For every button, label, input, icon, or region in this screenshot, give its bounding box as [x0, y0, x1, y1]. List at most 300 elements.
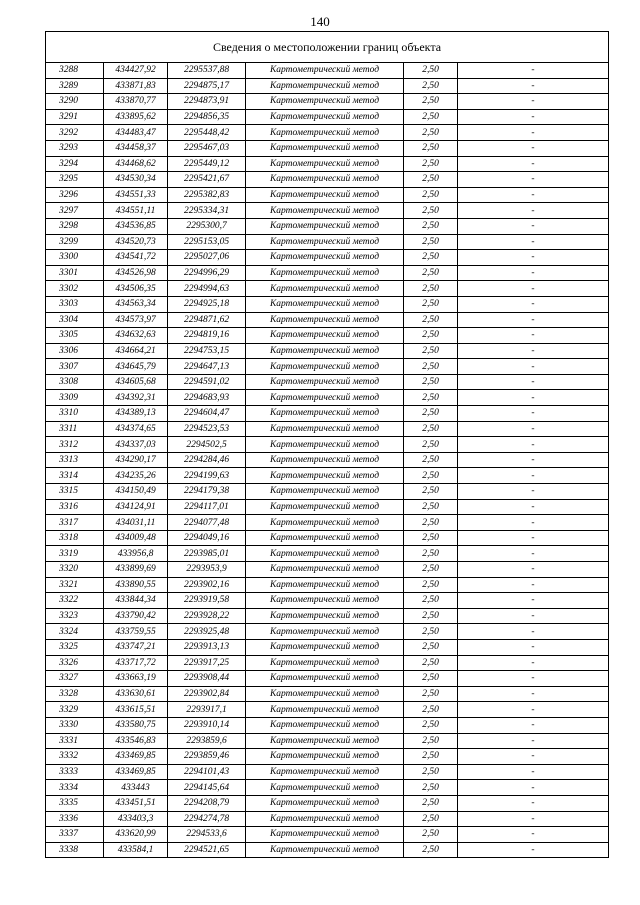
- table-row: [46, 328, 609, 344]
- x-coordinate-cell: 434392,31: [104, 390, 168, 406]
- accuracy-cell: 2,50: [404, 780, 458, 796]
- point-number-cell: 3332: [46, 749, 104, 765]
- description-cell: -: [458, 421, 609, 437]
- y-coordinate-cell: 2294996,29: [168, 265, 246, 281]
- description-cell: -: [458, 374, 609, 390]
- table-row: [46, 452, 609, 468]
- method-cell: Картометрический метод: [246, 203, 404, 219]
- point-number-cell: 3324: [46, 624, 104, 640]
- point-number-cell: 3301: [46, 265, 104, 281]
- method-cell: Картометрический метод: [246, 140, 404, 156]
- x-coordinate-cell: 434573,97: [104, 312, 168, 328]
- description-cell: -: [458, 406, 609, 422]
- y-coordinate-cell: 2294502,5: [168, 437, 246, 453]
- accuracy-cell: 2,50: [404, 78, 458, 94]
- accuracy-cell: 2,50: [404, 172, 458, 188]
- method-cell: Картометрический метод: [246, 359, 404, 375]
- description-cell: -: [458, 562, 609, 578]
- accuracy-cell: 2,50: [404, 359, 458, 375]
- x-coordinate-cell: 433871,83: [104, 78, 168, 94]
- y-coordinate-cell: 2294871,62: [168, 312, 246, 328]
- table-row: [46, 359, 609, 375]
- table-row: [46, 733, 609, 749]
- x-coordinate-cell: 434551,33: [104, 187, 168, 203]
- accuracy-cell: 2,50: [404, 686, 458, 702]
- x-coordinate-cell: 434150,49: [104, 484, 168, 500]
- method-cell: Картометрический метод: [246, 717, 404, 733]
- method-cell: Картометрический метод: [246, 452, 404, 468]
- method-cell: Картометрический метод: [246, 702, 404, 718]
- method-cell: Картометрический метод: [246, 94, 404, 110]
- point-number-cell: 3309: [46, 390, 104, 406]
- description-cell: -: [458, 343, 609, 359]
- page-number: 140: [310, 14, 330, 29]
- table-row: [46, 639, 609, 655]
- y-coordinate-cell: 2294199,63: [168, 468, 246, 484]
- description-cell: -: [458, 156, 609, 172]
- table-row: [46, 156, 609, 172]
- y-coordinate-cell: 2295334,31: [168, 203, 246, 219]
- method-cell: Картометрический метод: [246, 218, 404, 234]
- x-coordinate-cell: 433443: [104, 780, 168, 796]
- point-number-cell: 3333: [46, 764, 104, 780]
- point-number-cell: 3338: [46, 842, 104, 858]
- y-coordinate-cell: 2293859,6: [168, 733, 246, 749]
- table-row: [46, 437, 609, 453]
- point-number-cell: 3306: [46, 343, 104, 359]
- y-coordinate-cell: 2294604,47: [168, 406, 246, 422]
- accuracy-cell: 2,50: [404, 63, 458, 79]
- y-coordinate-cell: 2293925,48: [168, 624, 246, 640]
- accuracy-cell: 2,50: [404, 795, 458, 811]
- x-coordinate-cell: 433895,62: [104, 109, 168, 125]
- method-cell: Картометрический метод: [246, 593, 404, 609]
- table-row: [46, 172, 609, 188]
- point-number-cell: 3295: [46, 172, 104, 188]
- x-coordinate-cell: 433451,51: [104, 795, 168, 811]
- point-number-cell: 3288: [46, 63, 104, 79]
- method-cell: Картометрический метод: [246, 795, 404, 811]
- point-number-cell: 3292: [46, 125, 104, 141]
- method-cell: Картометрический метод: [246, 125, 404, 141]
- x-coordinate-cell: 433469,85: [104, 764, 168, 780]
- accuracy-cell: 2,50: [404, 562, 458, 578]
- table-header-row: [46, 32, 609, 63]
- method-cell: Картометрический метод: [246, 234, 404, 250]
- y-coordinate-cell: 2294753,15: [168, 343, 246, 359]
- accuracy-cell: 2,50: [404, 842, 458, 858]
- y-coordinate-cell: 2294647,13: [168, 359, 246, 375]
- method-cell: Картометрический метод: [246, 655, 404, 671]
- description-cell: -: [458, 187, 609, 203]
- point-number-cell: 3300: [46, 250, 104, 266]
- accuracy-cell: 2,50: [404, 125, 458, 141]
- y-coordinate-cell: 2294873,91: [168, 94, 246, 110]
- method-cell: Картометрический метод: [246, 78, 404, 94]
- method-cell: Картометрический метод: [246, 312, 404, 328]
- method-cell: Картометрический метод: [246, 671, 404, 687]
- description-cell: -: [458, 172, 609, 188]
- description-cell: -: [458, 655, 609, 671]
- y-coordinate-cell: 2293910,14: [168, 717, 246, 733]
- x-coordinate-cell: 434468,62: [104, 156, 168, 172]
- accuracy-cell: 2,50: [404, 421, 458, 437]
- x-coordinate-cell: 433584,1: [104, 842, 168, 858]
- description-cell: -: [458, 437, 609, 453]
- accuracy-cell: 2,50: [404, 827, 458, 843]
- x-coordinate-cell: 434458,37: [104, 140, 168, 156]
- description-cell: -: [458, 686, 609, 702]
- table-row: [46, 780, 609, 796]
- accuracy-cell: 2,50: [404, 234, 458, 250]
- point-number-cell: 3290: [46, 94, 104, 110]
- method-cell: Картометрический метод: [246, 265, 404, 281]
- table-row: [46, 296, 609, 312]
- description-cell: -: [458, 717, 609, 733]
- accuracy-cell: 2,50: [404, 109, 458, 125]
- description-cell: -: [458, 125, 609, 141]
- description-cell: -: [458, 109, 609, 125]
- table-row: [46, 842, 609, 858]
- description-cell: -: [458, 265, 609, 281]
- y-coordinate-cell: 2294856,35: [168, 109, 246, 125]
- point-number-cell: 3302: [46, 281, 104, 297]
- description-cell: -: [458, 250, 609, 266]
- table-row: [46, 593, 609, 609]
- y-coordinate-cell: 2294145,64: [168, 780, 246, 796]
- point-number-cell: 3329: [46, 702, 104, 718]
- x-coordinate-cell: 434483,47: [104, 125, 168, 141]
- accuracy-cell: 2,50: [404, 764, 458, 780]
- accuracy-cell: 2,50: [404, 94, 458, 110]
- y-coordinate-cell: 2294819,16: [168, 328, 246, 344]
- accuracy-cell: 2,50: [404, 452, 458, 468]
- x-coordinate-cell: 434520,73: [104, 234, 168, 250]
- description-cell: -: [458, 577, 609, 593]
- accuracy-cell: 2,50: [404, 250, 458, 266]
- description-cell: -: [458, 515, 609, 531]
- accuracy-cell: 2,50: [404, 702, 458, 718]
- description-cell: -: [458, 63, 609, 79]
- table-row: [46, 546, 609, 562]
- y-coordinate-cell: 2294077,48: [168, 515, 246, 531]
- description-cell: -: [458, 140, 609, 156]
- table-row: [46, 577, 609, 593]
- method-cell: Картометрический метод: [246, 296, 404, 312]
- table-row: [46, 125, 609, 141]
- x-coordinate-cell: 433403,3: [104, 811, 168, 827]
- table-row: [46, 109, 609, 125]
- method-cell: Картометрический метод: [246, 577, 404, 593]
- table-row: [46, 624, 609, 640]
- description-cell: -: [458, 624, 609, 640]
- x-coordinate-cell: 434337,03: [104, 437, 168, 453]
- x-coordinate-cell: 433956,8: [104, 546, 168, 562]
- x-coordinate-cell: 434664,21: [104, 343, 168, 359]
- accuracy-cell: 2,50: [404, 593, 458, 609]
- point-number-cell: 3313: [46, 452, 104, 468]
- accuracy-cell: 2,50: [404, 515, 458, 531]
- accuracy-cell: 2,50: [404, 156, 458, 172]
- x-coordinate-cell: 434536,85: [104, 218, 168, 234]
- y-coordinate-cell: 2295449,12: [168, 156, 246, 172]
- method-cell: Картометрический метод: [246, 343, 404, 359]
- point-number-cell: 3311: [46, 421, 104, 437]
- method-cell: Картометрический метод: [246, 624, 404, 640]
- table-row: [46, 827, 609, 843]
- point-number-cell: 3299: [46, 234, 104, 250]
- method-cell: Картометрический метод: [246, 281, 404, 297]
- table-row: [46, 265, 609, 281]
- x-coordinate-cell: 434009,48: [104, 530, 168, 546]
- method-cell: Картометрический метод: [246, 764, 404, 780]
- accuracy-cell: 2,50: [404, 343, 458, 359]
- table-row: [46, 530, 609, 546]
- x-coordinate-cell: 433615,51: [104, 702, 168, 718]
- method-cell: Картометрический метод: [246, 156, 404, 172]
- description-cell: -: [458, 499, 609, 515]
- x-coordinate-cell: 434427,92: [104, 63, 168, 79]
- description-cell: -: [458, 328, 609, 344]
- method-cell: Картометрический метод: [246, 499, 404, 515]
- y-coordinate-cell: 2294179,38: [168, 484, 246, 500]
- y-coordinate-cell: 2295300,7: [168, 218, 246, 234]
- description-cell: -: [458, 281, 609, 297]
- method-cell: Картометрический метод: [246, 562, 404, 578]
- accuracy-cell: 2,50: [404, 484, 458, 500]
- x-coordinate-cell: 434526,98: [104, 265, 168, 281]
- table-row: [46, 562, 609, 578]
- description-cell: -: [458, 639, 609, 655]
- point-number-cell: 3305: [46, 328, 104, 344]
- accuracy-cell: 2,50: [404, 499, 458, 515]
- point-number-cell: 3326: [46, 655, 104, 671]
- method-cell: Картометрический метод: [246, 842, 404, 858]
- method-cell: Картометрический метод: [246, 250, 404, 266]
- description-cell: -: [458, 546, 609, 562]
- y-coordinate-cell: 2295382,83: [168, 187, 246, 203]
- method-cell: Картометрический метод: [246, 484, 404, 500]
- point-number-cell: 3330: [46, 717, 104, 733]
- table-row: [46, 78, 609, 94]
- point-number-cell: 3304: [46, 312, 104, 328]
- point-number-cell: 3307: [46, 359, 104, 375]
- table-row: [46, 312, 609, 328]
- y-coordinate-cell: 2293908,44: [168, 671, 246, 687]
- boundary-coordinates-table: [45, 31, 609, 858]
- x-coordinate-cell: 434530,34: [104, 172, 168, 188]
- x-coordinate-cell: 433899,69: [104, 562, 168, 578]
- y-coordinate-cell: 2293902,84: [168, 686, 246, 702]
- y-coordinate-cell: 2294533,6: [168, 827, 246, 843]
- x-coordinate-cell: 434541,72: [104, 250, 168, 266]
- accuracy-cell: 2,50: [404, 328, 458, 344]
- accuracy-cell: 2,50: [404, 811, 458, 827]
- x-coordinate-cell: 433747,21: [104, 639, 168, 655]
- x-coordinate-cell: 434632,63: [104, 328, 168, 344]
- x-coordinate-cell: 433469,85: [104, 749, 168, 765]
- y-coordinate-cell: 2295153,05: [168, 234, 246, 250]
- description-cell: -: [458, 452, 609, 468]
- y-coordinate-cell: 2293913,13: [168, 639, 246, 655]
- y-coordinate-cell: 2294117,01: [168, 499, 246, 515]
- y-coordinate-cell: 2294284,46: [168, 452, 246, 468]
- description-cell: -: [458, 530, 609, 546]
- point-number-cell: 3303: [46, 296, 104, 312]
- accuracy-cell: 2,50: [404, 749, 458, 765]
- table-row: [46, 343, 609, 359]
- description-cell: -: [458, 608, 609, 624]
- y-coordinate-cell: 2293917,25: [168, 655, 246, 671]
- table-row: [46, 499, 609, 515]
- y-coordinate-cell: 2293859,46: [168, 749, 246, 765]
- point-number-cell: 3331: [46, 733, 104, 749]
- method-cell: Картометрический метод: [246, 686, 404, 702]
- description-cell: -: [458, 359, 609, 375]
- y-coordinate-cell: 2294274,78: [168, 811, 246, 827]
- x-coordinate-cell: 433717,72: [104, 655, 168, 671]
- point-number-cell: 3336: [46, 811, 104, 827]
- x-coordinate-cell: 433630,61: [104, 686, 168, 702]
- x-coordinate-cell: 434551,11: [104, 203, 168, 219]
- y-coordinate-cell: 2294875,17: [168, 78, 246, 94]
- accuracy-cell: 2,50: [404, 312, 458, 328]
- method-cell: Картометрический метод: [246, 187, 404, 203]
- x-coordinate-cell: 433759,55: [104, 624, 168, 640]
- x-coordinate-cell: 433870,77: [104, 94, 168, 110]
- method-cell: Картометрический метод: [246, 733, 404, 749]
- description-cell: -: [458, 390, 609, 406]
- accuracy-cell: 2,50: [404, 655, 458, 671]
- description-cell: -: [458, 795, 609, 811]
- description-cell: -: [458, 671, 609, 687]
- point-number-cell: 3322: [46, 593, 104, 609]
- accuracy-cell: 2,50: [404, 140, 458, 156]
- point-number-cell: 3320: [46, 562, 104, 578]
- table-row: [46, 140, 609, 156]
- x-coordinate-cell: 433844,34: [104, 593, 168, 609]
- table-row: [46, 795, 609, 811]
- table-row: [46, 421, 609, 437]
- table-title: Сведения о местоположении границ объекта: [46, 32, 609, 63]
- point-number-cell: 3334: [46, 780, 104, 796]
- y-coordinate-cell: 2293902,16: [168, 577, 246, 593]
- method-cell: Картометрический метод: [246, 515, 404, 531]
- point-number-cell: 3321: [46, 577, 104, 593]
- method-cell: Картометрический метод: [246, 374, 404, 390]
- point-number-cell: 3293: [46, 140, 104, 156]
- table-row: [46, 515, 609, 531]
- x-coordinate-cell: 433790,42: [104, 608, 168, 624]
- y-coordinate-cell: 2294101,43: [168, 764, 246, 780]
- accuracy-cell: 2,50: [404, 733, 458, 749]
- table-row: [46, 749, 609, 765]
- description-cell: -: [458, 218, 609, 234]
- description-cell: -: [458, 312, 609, 328]
- description-cell: -: [458, 764, 609, 780]
- method-cell: Картометрический метод: [246, 421, 404, 437]
- accuracy-cell: 2,50: [404, 265, 458, 281]
- y-coordinate-cell: 2295537,88: [168, 63, 246, 79]
- point-number-cell: 3315: [46, 484, 104, 500]
- accuracy-cell: 2,50: [404, 296, 458, 312]
- description-cell: -: [458, 702, 609, 718]
- table-row: [46, 94, 609, 110]
- method-cell: Картометрический метод: [246, 827, 404, 843]
- table-row: [46, 406, 609, 422]
- point-number-cell: 3317: [46, 515, 104, 531]
- point-number-cell: 3335: [46, 795, 104, 811]
- table-row: [46, 764, 609, 780]
- accuracy-cell: 2,50: [404, 374, 458, 390]
- point-number-cell: 3312: [46, 437, 104, 453]
- description-cell: -: [458, 780, 609, 796]
- x-coordinate-cell: 434290,17: [104, 452, 168, 468]
- method-cell: Картометрический метод: [246, 546, 404, 562]
- method-cell: Картометрический метод: [246, 608, 404, 624]
- description-cell: -: [458, 749, 609, 765]
- accuracy-cell: 2,50: [404, 639, 458, 655]
- table-row: [46, 671, 609, 687]
- table-row: [46, 63, 609, 79]
- description-cell: -: [458, 94, 609, 110]
- description-cell: -: [458, 468, 609, 484]
- method-cell: Картометрический метод: [246, 63, 404, 79]
- x-coordinate-cell: 434605,68: [104, 374, 168, 390]
- table-row: [46, 374, 609, 390]
- x-coordinate-cell: 433663,19: [104, 671, 168, 687]
- accuracy-cell: 2,50: [404, 717, 458, 733]
- point-number-cell: 3297: [46, 203, 104, 219]
- point-number-cell: 3294: [46, 156, 104, 172]
- y-coordinate-cell: 2294208,79: [168, 795, 246, 811]
- x-coordinate-cell: 433580,75: [104, 717, 168, 733]
- description-cell: -: [458, 593, 609, 609]
- accuracy-cell: 2,50: [404, 406, 458, 422]
- table-row: [46, 811, 609, 827]
- accuracy-cell: 2,50: [404, 577, 458, 593]
- method-cell: Картометрический метод: [246, 530, 404, 546]
- x-coordinate-cell: 434645,79: [104, 359, 168, 375]
- table-row: [46, 187, 609, 203]
- method-cell: Картометрический метод: [246, 749, 404, 765]
- y-coordinate-cell: 2294994,63: [168, 281, 246, 297]
- accuracy-cell: 2,50: [404, 187, 458, 203]
- point-number-cell: 3298: [46, 218, 104, 234]
- y-coordinate-cell: 2293985,01: [168, 546, 246, 562]
- x-coordinate-cell: 433546,83: [104, 733, 168, 749]
- description-cell: -: [458, 827, 609, 843]
- table-row: [46, 390, 609, 406]
- x-coordinate-cell: 433890,55: [104, 577, 168, 593]
- accuracy-cell: 2,50: [404, 608, 458, 624]
- accuracy-cell: 2,50: [404, 530, 458, 546]
- x-coordinate-cell: 434235,26: [104, 468, 168, 484]
- description-cell: -: [458, 811, 609, 827]
- y-coordinate-cell: 2293917,1: [168, 702, 246, 718]
- x-coordinate-cell: 433620,99: [104, 827, 168, 843]
- description-cell: -: [458, 842, 609, 858]
- y-coordinate-cell: 2294049,16: [168, 530, 246, 546]
- y-coordinate-cell: 2295448,42: [168, 125, 246, 141]
- point-number-cell: 3318: [46, 530, 104, 546]
- point-number-cell: 3296: [46, 187, 104, 203]
- x-coordinate-cell: 434124,91: [104, 499, 168, 515]
- table-row: [46, 218, 609, 234]
- y-coordinate-cell: 2294521,65: [168, 842, 246, 858]
- accuracy-cell: 2,50: [404, 390, 458, 406]
- description-cell: -: [458, 296, 609, 312]
